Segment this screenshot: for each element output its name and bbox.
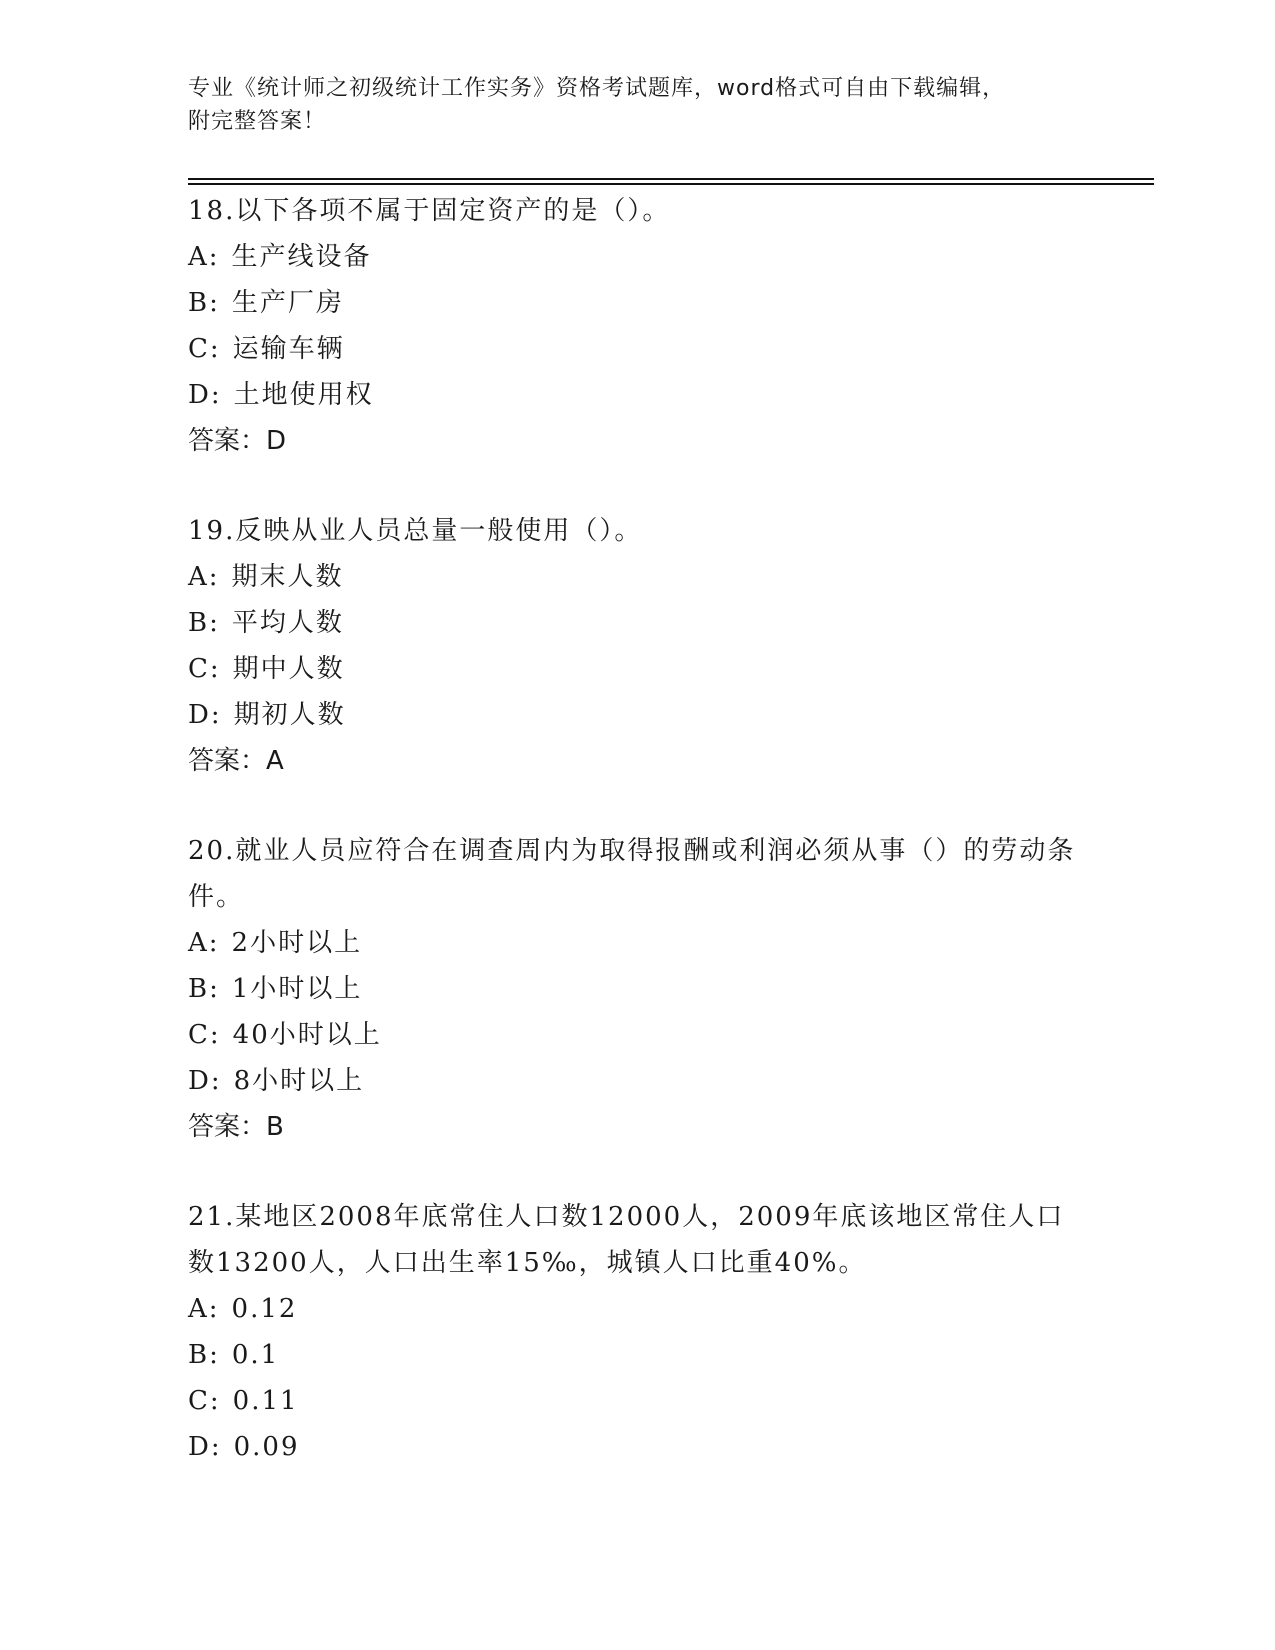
- question-stem: 18.以下各项不属于固定资产的是（）。: [188, 196, 671, 226]
- question-20: [188, 828, 1088, 1150]
- option-text: 平均人数: [231, 608, 344, 638]
- question-stem: 21.某地区2008年底常住人口数12000人，2009年底该地区常住人口数13200人，人口出生率15‰，城镇人口比重40%。: [188, 1202, 1065, 1278]
- option-key: B:: [188, 974, 220, 1004]
- answer: 答案：D: [188, 426, 287, 456]
- document-header: [188, 72, 1068, 138]
- spacer: [188, 464, 1088, 508]
- option-text: 运输车辆: [232, 334, 345, 364]
- option-b: [188, 1332, 1088, 1378]
- option-key: A:: [188, 1294, 220, 1324]
- header-line-1: 专业《统计师之初级统计工作实务》资格考试题库，word格式可自由下载编辑，: [188, 76, 1006, 101]
- question-stem: 20.就业人员应符合在调查周内为取得报酬或利润必须从事（）的劳动条件。: [188, 836, 1076, 912]
- option-a: [188, 554, 1088, 600]
- option-text: 2小时以上: [231, 928, 363, 958]
- option-key: C:: [188, 1386, 221, 1416]
- option-key: C:: [188, 1020, 221, 1050]
- option-key: D:: [188, 1432, 222, 1462]
- option-text: 期中人数: [232, 654, 345, 684]
- question-list: [188, 188, 1088, 1470]
- question-21: [188, 1194, 1088, 1470]
- option-b: [188, 280, 1088, 326]
- option-text: 0.1: [231, 1340, 280, 1370]
- header-divider-top: [188, 178, 1154, 180]
- option-text: 1小时以上: [231, 974, 363, 1004]
- option-a: [188, 920, 1088, 966]
- option-key: A:: [188, 928, 220, 958]
- option-text: 期末人数: [231, 562, 344, 592]
- option-key: A:: [188, 242, 220, 272]
- option-key: D:: [188, 380, 222, 410]
- option-key: C:: [188, 334, 221, 364]
- spacer: [188, 1150, 1088, 1194]
- option-b: [188, 966, 1088, 1012]
- answer: 答案：B: [188, 1112, 284, 1142]
- question-stem: 19.反映从业人员总量一般使用（）。: [188, 516, 643, 546]
- option-text: 0.12: [231, 1294, 298, 1324]
- option-a: [188, 1286, 1088, 1332]
- option-c: [188, 1378, 1088, 1424]
- option-key: B:: [188, 288, 220, 318]
- header-divider-bottom: [188, 183, 1154, 185]
- option-text: 0.09: [233, 1432, 300, 1462]
- option-text: 期初人数: [233, 700, 346, 730]
- option-text: 生产线设备: [231, 242, 372, 272]
- spacer: [188, 784, 1088, 828]
- option-b: [188, 600, 1088, 646]
- option-d: [188, 1424, 1088, 1470]
- option-key: B:: [188, 608, 220, 638]
- option-a: [188, 234, 1088, 280]
- option-key: C:: [188, 654, 221, 684]
- option-c: [188, 646, 1088, 692]
- option-key: D:: [188, 700, 222, 730]
- option-c: [188, 1012, 1088, 1058]
- question-19: [188, 508, 1088, 784]
- option-c: [188, 326, 1088, 372]
- option-d: [188, 372, 1088, 418]
- option-key: D:: [188, 1066, 222, 1096]
- option-key: A:: [188, 562, 220, 592]
- option-text: 生产厂房: [231, 288, 344, 318]
- question-18: [188, 188, 1088, 464]
- header-line-2: 附完整答案！: [188, 109, 327, 134]
- option-text: 8小时以上: [233, 1066, 365, 1096]
- answer: 答案：A: [188, 746, 284, 776]
- option-key: B:: [188, 1340, 220, 1370]
- option-d: [188, 692, 1088, 738]
- option-text: 40小时以上: [232, 1020, 382, 1050]
- option-d: [188, 1058, 1088, 1104]
- option-text: 土地使用权: [233, 380, 374, 410]
- option-text: 0.11: [232, 1386, 299, 1416]
